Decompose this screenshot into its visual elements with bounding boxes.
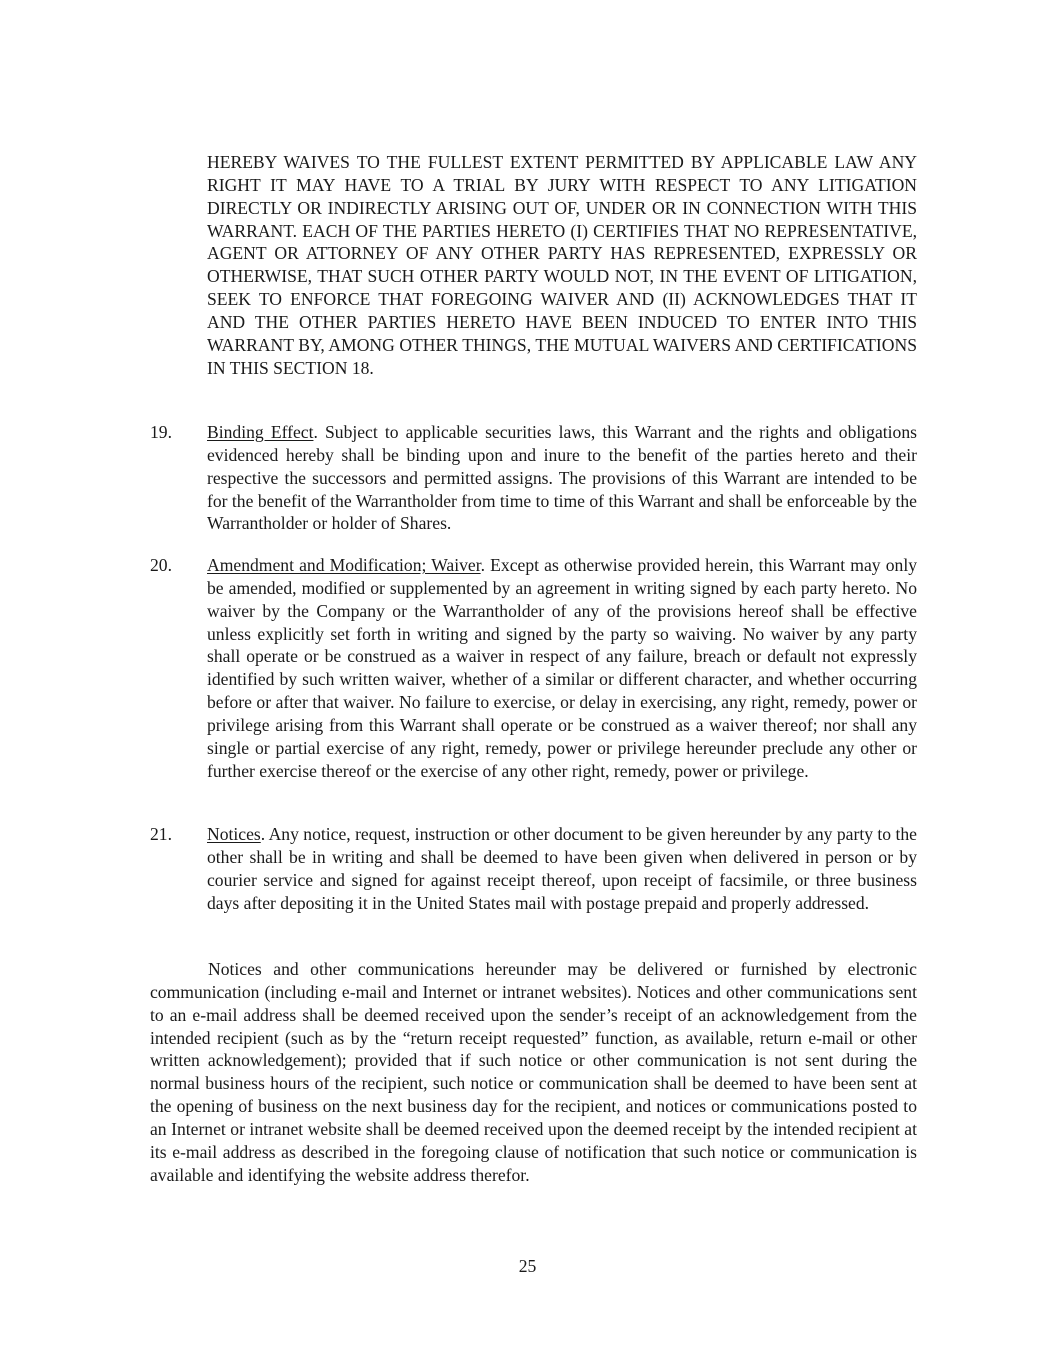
section-body xyxy=(207,554,917,782)
section-number: 19. xyxy=(150,422,172,442)
section-text: . Except as otherwise provided herein, this Warrant may only be amended, modified or supplemented by an agreement in writing signed by each party hereto. No waiver by the Company or the Warrantholder of any of the provisions hereof shall be effective unless explicitly set forth in writing and signed by the party so waiving. No waiver by any party shall operate or be construed as a waiver in respect of any failure, breach or default not expressly identified by such written waiver, whether of a similar or different character, and whether occurring before or after that waiver. No failure to exercise, or delay in exercising, any right, remedy, power or privilege arising from this Warrant shall operate or be construed as a waiver thereof; nor shall any single or partial exercise of any right, remedy, power or privilege hereunder preclude any other or further exercise thereof or the exercise of any other right, remedy, power or privilege. xyxy=(207,555,917,781)
electronic-notices-paragraph: Notices and other communications hereunder may be delivered or furnished by electronic communication (including e-mail and Internet or intranet websites). Notices and other communications sent to an e-mail address shall be deemed received upon the sender’s receipt of an acknowledgement from the intended recipient (such as by the “return receipt requested” function, as available, return e-mail or other written acknowledgement); provided that if such notice or other communication is not sent during the normal business hours of the recipient, such notice or communication shall be deemed to have been sent at the opening of business on the next business day for the recipient, and notices or communications posted to an Internet or intranet website shall be deemed received upon the deemed receipt by the intended recipient at its e-mail address as described in the foregoing clause of notification that such notice or communication is available and identifying the website address therefor. xyxy=(150,959,917,1185)
section-heading: Binding Effect xyxy=(207,422,314,442)
section-text: . Any notice, request, instruction or other document to be given hereunder by any party to the other shall be in writing and shall be deemed to have been given when delivered in person or by courier service and signed for against receipt thereof, upon receipt of facsimile, or three business days after depositing it in the United States mail with postage prepaid and properly addressed. xyxy=(207,824,917,913)
section-text: . Subject to applicable securities laws, this Warrant and the rights and obligations evidenced hereby shall be binding upon and inure to the benefit of the parties hereto and their respective the successors and permitted assigns. The provisions of this Warrant are intended to be for the benefit of the Warrantholder from time to time of this Warrant and shall be enforceable by the Warrantholder or holder of Shares. xyxy=(207,422,917,534)
section-body xyxy=(207,823,917,914)
jury-waiver-paragraph: HEREBY WAIVES TO THE FULLEST EXTENT PERMITTED BY APPLICABLE LAW ANY RIGHT IT MAY HAVE TO A TRIAL BY JURY WITH RESPECT TO ANY LITIGATION DIRECTLY OR INDIRECTLY ARISING OUT OF, UNDER OR IN CONNECTION WITH THIS WARRANT. EACH OF THE PARTIES HERETO (I) CERTIFIES THAT NO REPRESENTATIVE, AGENT OR ATTORNEY OF ANY OTHER PARTY HAS REPRESENTED, EXPRESSLY OR OTHERWISE, THAT SUCH OTHER PARTY WOULD NOT, IN THE EVENT OF LITIGATION, SEEK TO ENFORCE THAT FOREGOING WAIVER AND (II) ACKNOWLEDGES THAT IT AND THE OTHER PARTIES HERETO HAVE BEEN INDUCED TO ENTER INTO THIS WARRANT BY, AMONG OTHER THINGS, THE MUTUAL WAIVERS AND CERTIFICATIONS IN THIS SECTION 18. xyxy=(207,152,917,378)
section-heading: Amendment and Modification; Waiver xyxy=(207,555,481,575)
section-body xyxy=(207,421,917,535)
page-number: 25 xyxy=(518,1256,537,1276)
section-number: 20. xyxy=(150,555,172,575)
section-heading: Notices xyxy=(207,824,261,844)
section-number: 21. xyxy=(150,824,172,844)
